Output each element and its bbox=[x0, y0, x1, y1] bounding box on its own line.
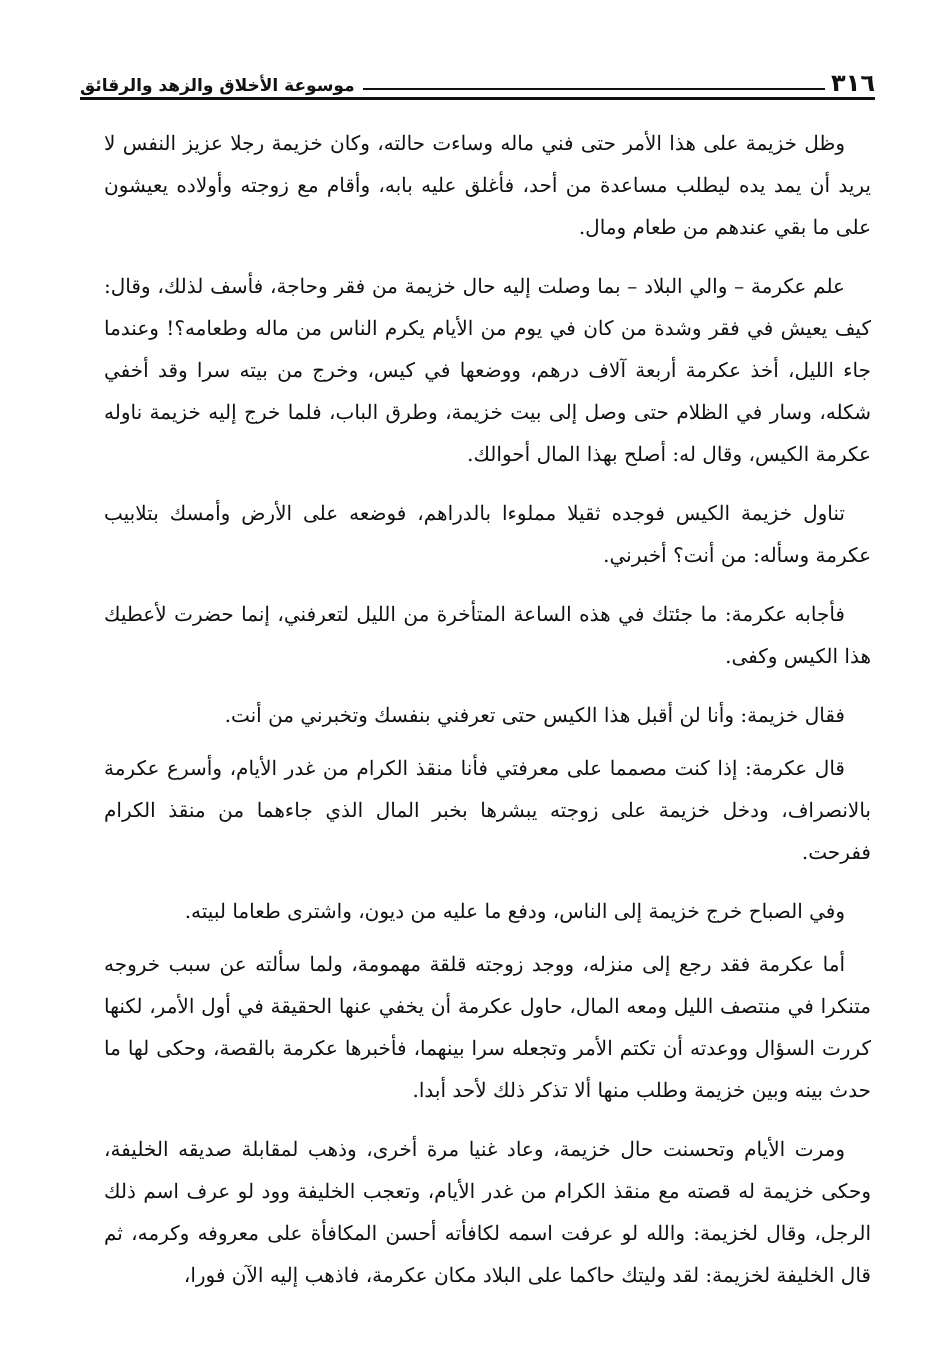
book-title: موسوعة الأخلاق والزهد والرقائق bbox=[80, 76, 355, 96]
paragraph: فقال خزيمة: وأنا لن أقبل هذا الكيس حتى تعرفني بنفسك وتخبرني من أنت. bbox=[224, 703, 845, 727]
paragraph: تناول خزيمة الكيس فوجده ثقيلا مملوءا بالدراهم، فوضعه على الأرض وأمسك بتلابيب عكرمة وسأله: من أنت؟ أخبرني. bbox=[104, 501, 871, 567]
paragraph: ومرت الأيام وتحسنت حال خزيمة، وعاد غنيا مرة أخرى، وذهب لمقابلة صديقه الخليفة، وحكى خزيمة له قصته مع منقذ الكرام من غدر الأيام، وتعجب الخليفة وود لو عرف اسم ذلك الرجل، وقال لخزيمة: والله لو عرفت اسمه لكافأته أحسن المكافأة على معروفه وكرمه، ثم قال الخليفة لخزيمة: لقد وليتك حاكما على البلاد مكان عكرمة، فاذهب إليه الآن فورا، bbox=[104, 1137, 871, 1287]
header-rule bbox=[80, 97, 875, 100]
paragraph: وظل خزيمة على هذا الأمر حتى فني ماله وساءت حالته، وكان خزيمة رجلا عزيز النفس لا يريد أن يمد يده ليطلب مساعدة من أحد، فأغلق عليه بابه، وأقام مع زوجته وأولاده يعيشون على ما بقي عندهم من طعام ومال. bbox=[104, 131, 871, 239]
paragraph: وفي الصباح خرج خزيمة إلى الناس، ودفع ما عليه من ديون، واشترى طعاما لبيته. bbox=[184, 899, 845, 923]
page-number: ٣١٦ bbox=[831, 69, 875, 97]
page-header bbox=[80, 58, 875, 98]
header-line bbox=[363, 88, 825, 90]
paragraph: أما عكرمة فقد رجع إلى منزله، ووجد زوجته قلقة مهمومة، ولما سألته عن سبب خروجه متنكرا في منتصف الليل ومعه المال، حاول عكرمة أن يخفي عنها الحقيقة في أول الأمر، لكنها كررت السؤال ووعدته أن تكتم الأمر وتجعله سرا بينهما، فأخبرها عكرمة بالقصة، وحكى لها ما حدث بينه وبين خزيمة وطلب منها ألا تذكر ذلك لأحد أبدا. bbox=[104, 952, 871, 1102]
page-body bbox=[104, 122, 871, 1313]
paragraph: فأجابه عكرمة: ما جئتك في هذه الساعة المتأخرة من الليل لتعرفني، إنما حضرت لأعطيك هذا الكيس وكفى. bbox=[104, 602, 871, 668]
paragraph: علم عكرمة – والي البلاد – بما وصلت إليه حال خزيمة من فقر وحاجة، فأسف لذلك، وقال: كيف يعيش في فقر وشدة من كان في يوم من الأيام يكرم الناس من ماله وطعامه؟! وعندما جاء الليل، أخذ عكرمة أربعة آلاف درهم، ووضعها في كيس، وخرج من بيته سرا وقد أخفي شكله، وسار في الظلام حتى وصل إلى بيت خزيمة، وطرق الباب، فلما خرج إليه خزيمة ناوله عكرمة الكيس، وقال له: أصلح بهذا المال أحوالك. bbox=[104, 274, 871, 466]
paragraph: قال عكرمة: إذا كنت مصمما على معرفتي فأنا منقذ الكرام من غدر الأيام، وأسرع عكرمة بالانصراف، ودخل خزيمة على زوجته يبشرها بخبر المال الذي جاءهما من منقذ الكرام ففرحت. bbox=[104, 756, 871, 864]
